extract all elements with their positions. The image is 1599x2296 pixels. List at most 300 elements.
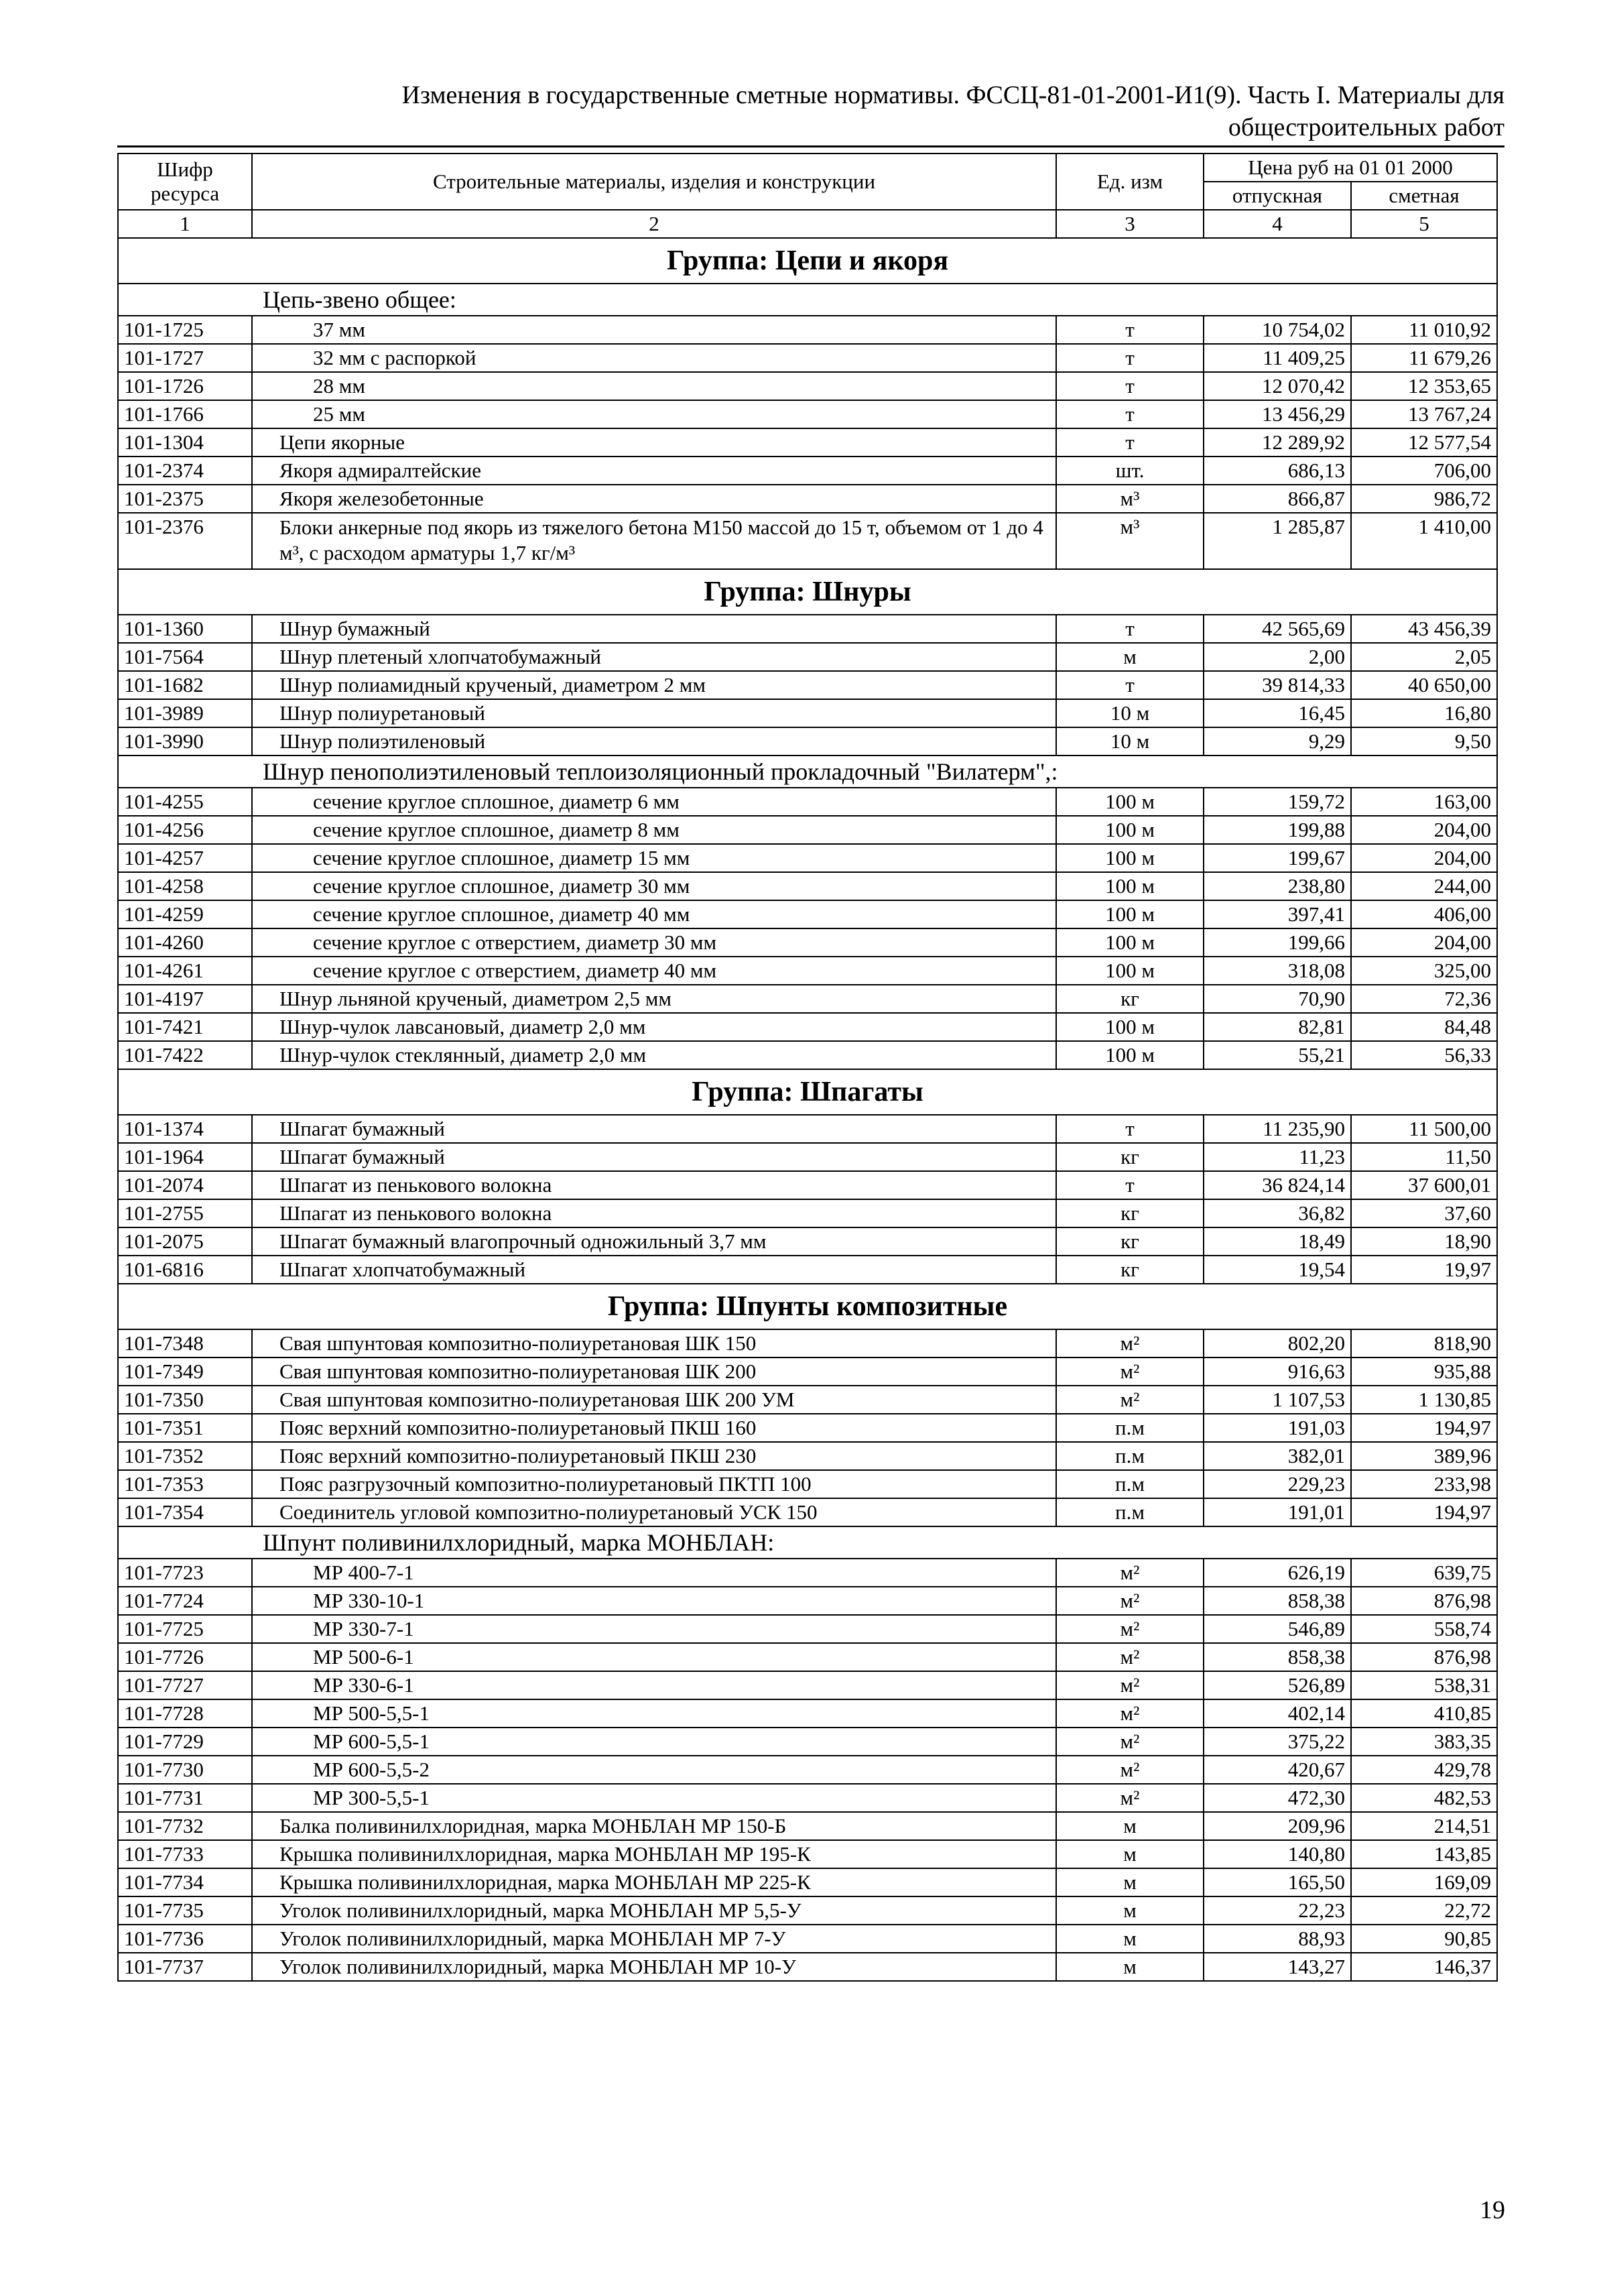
page-header <box>117 79 1505 143</box>
price-estimate-cell: 818,90 <box>1351 1329 1497 1357</box>
price-sale-cell: 39 814,33 <box>1204 671 1351 699</box>
price-table <box>117 153 1498 1982</box>
material-name: МР 600-5,5-1 <box>252 1728 1056 1756</box>
unit-cell: т <box>1056 372 1204 400</box>
col-header-code: Шифр ресурса <box>118 154 252 210</box>
material-name: МР 500-5,5-1 <box>252 1699 1056 1728</box>
table-row <box>118 513 1497 569</box>
resource-code: 101-2755 <box>118 1199 252 1227</box>
col-number: 3 <box>1056 210 1204 238</box>
price-estimate-cell: 16,80 <box>1351 699 1497 727</box>
col-number: 1 <box>118 210 252 238</box>
table-row <box>118 485 1497 513</box>
group-heading-row <box>118 1284 1497 1329</box>
table-row <box>118 1041 1497 1069</box>
material-name: Пояс разгрузочный композитно-полиуретановый ПКТП 100 <box>252 1470 1056 1498</box>
table-row <box>118 1953 1497 1981</box>
resource-code: 101-1374 <box>118 1115 252 1143</box>
material-name: Шнур полиамидный крученый, диаметром 2 мм <box>252 671 1056 699</box>
material-name: Шнур полиэтиленовый <box>252 727 1056 756</box>
price-estimate-cell: 11,50 <box>1351 1143 1497 1171</box>
price-estimate-cell: 40 650,00 <box>1351 671 1497 699</box>
material-name: Свая шпунтовая композитно-полиуретановая ШК 200 <box>252 1357 1056 1386</box>
group-heading-row <box>118 1069 1497 1115</box>
price-sale-cell: 238,80 <box>1204 872 1351 900</box>
price-sale-cell: 16,45 <box>1204 699 1351 727</box>
resource-code: 101-4256 <box>118 816 252 844</box>
table-row <box>118 1925 1497 1953</box>
table-row <box>118 1256 1497 1284</box>
material-name: МР 400-7-1 <box>252 1559 1056 1587</box>
price-estimate-cell: 204,00 <box>1351 816 1497 844</box>
resource-code: 101-1766 <box>118 400 252 428</box>
price-sale-cell: 13 456,29 <box>1204 400 1351 428</box>
resource-code: 101-7348 <box>118 1329 252 1357</box>
price-sale-cell: 55,21 <box>1204 1041 1351 1069</box>
price-estimate-cell: 9,50 <box>1351 727 1497 756</box>
table-row <box>118 1470 1497 1498</box>
table-row <box>118 1414 1497 1442</box>
table-row <box>118 643 1497 671</box>
unit-cell: п.м <box>1056 1442 1204 1470</box>
resource-code: 101-7730 <box>118 1756 252 1784</box>
table-row <box>118 957 1497 985</box>
unit-cell: 100 м <box>1056 1041 1204 1069</box>
price-sale-cell: 11 409,25 <box>1204 344 1351 372</box>
unit-cell: 100 м <box>1056 788 1204 816</box>
price-sale-cell: 546,89 <box>1204 1615 1351 1643</box>
price-estimate-cell: 389,96 <box>1351 1442 1497 1470</box>
material-name: Шпагат из пенькового волокна <box>252 1199 1056 1227</box>
price-sale-cell: 866,87 <box>1204 485 1351 513</box>
unit-cell: шт. <box>1056 457 1204 485</box>
table-row <box>118 1227 1497 1256</box>
price-sale-cell: 1 285,87 <box>1204 513 1351 569</box>
price-estimate-cell: 325,00 <box>1351 957 1497 985</box>
price-sale-cell: 802,20 <box>1204 1329 1351 1357</box>
price-estimate-cell: 2,05 <box>1351 643 1497 671</box>
unit-cell: кг <box>1056 1256 1204 1284</box>
price-sale-cell: 10 754,02 <box>1204 316 1351 344</box>
price-estimate-cell: 233,98 <box>1351 1470 1497 1498</box>
unit-cell: 100 м <box>1056 928 1204 957</box>
table-row <box>118 727 1497 756</box>
resource-code: 101-7727 <box>118 1671 252 1699</box>
group-heading: Группа: Цепи и якоря <box>118 238 1497 284</box>
price-estimate-cell: 12 353,65 <box>1351 372 1497 400</box>
unit-cell: м <box>1056 1953 1204 1981</box>
price-sale-cell: 526,89 <box>1204 1671 1351 1699</box>
unit-cell: 10 м <box>1056 699 1204 727</box>
material-name: Соединитель угловой композитно-полиуретановый УСК 150 <box>252 1498 1056 1526</box>
resource-code: 101-2075 <box>118 1227 252 1256</box>
material-name: Шпагат бумажный влагопрочный одножильный 3,7 мм <box>252 1227 1056 1256</box>
resource-code: 101-7354 <box>118 1498 252 1526</box>
price-sale-cell: 397,41 <box>1204 900 1351 928</box>
material-name: сечение круглое сплошное, диаметр 6 мм <box>252 788 1056 816</box>
price-sale-cell: 318,08 <box>1204 957 1351 985</box>
price-sale-cell: 11,23 <box>1204 1143 1351 1171</box>
col-number: 2 <box>252 210 1056 238</box>
table-row <box>118 816 1497 844</box>
price-estimate-cell: 244,00 <box>1351 872 1497 900</box>
unit-cell: 100 м <box>1056 816 1204 844</box>
price-sale-cell: 11 235,90 <box>1204 1115 1351 1143</box>
price-sale-cell: 1 107,53 <box>1204 1386 1351 1414</box>
resource-code: 101-7564 <box>118 643 252 671</box>
page-number: 19 <box>1480 2196 1505 2224</box>
unit-cell: м² <box>1056 1615 1204 1643</box>
table-row <box>118 615 1497 643</box>
price-estimate-cell: 56,33 <box>1351 1041 1497 1069</box>
price-estimate-cell: 1 130,85 <box>1351 1386 1497 1414</box>
resource-code: 101-7421 <box>118 1013 252 1041</box>
resource-code: 101-1725 <box>118 316 252 344</box>
price-estimate-cell: 12 577,54 <box>1351 428 1497 457</box>
material-name: Шнур бумажный <box>252 615 1056 643</box>
unit-cell: т <box>1056 615 1204 643</box>
subgroup-heading: Шпунт поливинилхлоридный, марка МОНБЛАН: <box>118 1526 1497 1559</box>
resource-code: 101-7733 <box>118 1840 252 1868</box>
unit-cell: п.м <box>1056 1414 1204 1442</box>
unit-cell: т <box>1056 428 1204 457</box>
material-name: сечение круглое с отверстием, диаметр 30 мм <box>252 928 1056 957</box>
table-row <box>118 1615 1497 1643</box>
unit-cell: т <box>1056 400 1204 428</box>
material-name: Шпагат хлопчатобумажный <box>252 1256 1056 1284</box>
resource-code: 101-7350 <box>118 1386 252 1414</box>
price-estimate-cell: 214,51 <box>1351 1812 1497 1840</box>
price-estimate-cell: 383,35 <box>1351 1728 1497 1756</box>
unit-cell: кг <box>1056 985 1204 1013</box>
unit-cell: м <box>1056 643 1204 671</box>
resource-code: 101-4197 <box>118 985 252 1013</box>
price-estimate-cell: 169,09 <box>1351 1868 1497 1896</box>
resource-code: 101-1360 <box>118 615 252 643</box>
unit-cell: м <box>1056 1812 1204 1840</box>
price-estimate-cell: 482,53 <box>1351 1784 1497 1812</box>
col-number: 5 <box>1351 210 1497 238</box>
material-name: Пояс верхний композитно-полиуретановый ПКШ 230 <box>252 1442 1056 1470</box>
table-row <box>118 344 1497 372</box>
resource-code: 101-7422 <box>118 1041 252 1069</box>
resource-code: 101-7734 <box>118 1868 252 1896</box>
table-row <box>118 1559 1497 1587</box>
resource-code: 101-2374 <box>118 457 252 485</box>
table-row <box>118 1143 1497 1171</box>
col-header-price: Цена руб на 01 01 2000 <box>1204 154 1497 182</box>
price-sale-cell: 626,19 <box>1204 1559 1351 1587</box>
header-rule <box>117 145 1505 147</box>
material-name: Шнур полиуретановый <box>252 699 1056 727</box>
table-header-row <box>118 154 1497 182</box>
material-name: Шнур льняной крученый, диаметром 2,5 мм <box>252 985 1056 1013</box>
unit-cell: 100 м <box>1056 900 1204 928</box>
unit-cell: п.м <box>1056 1470 1204 1498</box>
material-name: МР 330-7-1 <box>252 1615 1056 1643</box>
price-sale-cell: 199,88 <box>1204 816 1351 844</box>
resource-code: 101-3989 <box>118 699 252 727</box>
unit-cell: 100 м <box>1056 957 1204 985</box>
unit-cell: т <box>1056 1171 1204 1199</box>
price-estimate-cell: 538,31 <box>1351 1671 1497 1699</box>
price-sale-cell: 12 289,92 <box>1204 428 1351 457</box>
resource-code: 101-3990 <box>118 727 252 756</box>
resource-code: 101-7351 <box>118 1414 252 1442</box>
unit-cell: м² <box>1056 1587 1204 1615</box>
price-estimate-cell: 986,72 <box>1351 485 1497 513</box>
column-number-row <box>118 210 1497 238</box>
table-row <box>118 1840 1497 1868</box>
table-row <box>118 1756 1497 1784</box>
resource-code: 101-7729 <box>118 1728 252 1756</box>
header-line-2: общестроительных работ <box>1228 113 1505 141</box>
unit-cell: т <box>1056 671 1204 699</box>
table-row <box>118 1812 1497 1840</box>
resource-code: 101-7723 <box>118 1559 252 1587</box>
unit-cell: кг <box>1056 1227 1204 1256</box>
price-sale-cell: 199,67 <box>1204 844 1351 872</box>
material-name: Шнур плетеный хлопчатобумажный <box>252 643 1056 671</box>
material-name: Свая шпунтовая композитно-полиуретановая ШК 200 УМ <box>252 1386 1056 1414</box>
unit-cell: кг <box>1056 1143 1204 1171</box>
price-estimate-cell: 406,00 <box>1351 900 1497 928</box>
table-row <box>118 1868 1497 1896</box>
price-estimate-cell: 72,36 <box>1351 985 1497 1013</box>
material-name: Якоря железобетонные <box>252 485 1056 513</box>
subgroup-heading-row <box>118 1526 1497 1559</box>
group-heading-row <box>118 569 1497 615</box>
resource-code: 101-7735 <box>118 1896 252 1925</box>
table-row <box>118 699 1497 727</box>
material-name: Цепи якорные <box>252 428 1056 457</box>
table-row <box>118 400 1497 428</box>
resource-code: 101-4257 <box>118 844 252 872</box>
unit-cell: м <box>1056 1896 1204 1925</box>
material-name: Крышка поливинилхлоридная, марка МОНБЛАН МР 195-К <box>252 1840 1056 1868</box>
resource-code: 101-6816 <box>118 1256 252 1284</box>
unit-cell: м³ <box>1056 485 1204 513</box>
unit-cell: т <box>1056 344 1204 372</box>
price-sale-cell: 420,67 <box>1204 1756 1351 1784</box>
price-estimate-cell: 84,48 <box>1351 1013 1497 1041</box>
material-name: МР 500-6-1 <box>252 1643 1056 1671</box>
table-row <box>118 1115 1497 1143</box>
material-name: сечение круглое сплошное, диаметр 8 мм <box>252 816 1056 844</box>
unit-cell: м <box>1056 1868 1204 1896</box>
price-estimate-cell: 163,00 <box>1351 788 1497 816</box>
price-sale-cell: 858,38 <box>1204 1643 1351 1671</box>
resource-code: 101-7353 <box>118 1470 252 1498</box>
price-estimate-cell: 204,00 <box>1351 844 1497 872</box>
material-name: 28 мм <box>252 372 1056 400</box>
price-sale-cell: 402,14 <box>1204 1699 1351 1728</box>
table-row <box>118 1784 1497 1812</box>
table-row <box>118 372 1497 400</box>
material-name: 25 мм <box>252 400 1056 428</box>
resource-code: 101-4259 <box>118 900 252 928</box>
material-name: МР 330-6-1 <box>252 1671 1056 1699</box>
unit-cell: т <box>1056 1115 1204 1143</box>
price-sale-cell: 858,38 <box>1204 1587 1351 1615</box>
table-row <box>118 1013 1497 1041</box>
table-row <box>118 985 1497 1013</box>
price-estimate-cell: 90,85 <box>1351 1925 1497 1953</box>
unit-cell: м² <box>1056 1386 1204 1414</box>
subgroup-heading: Цепь-звено общее: <box>118 284 1497 316</box>
material-name: Шпагат из пенькового волокна <box>252 1171 1056 1199</box>
material-name: Блоки анкерные под якорь из тяжелого бетона М150 массой до 15 т, объемом от 1 до 4 м³, с расходом арматуры 1,7 кг/м³ <box>252 513 1056 569</box>
unit-cell: м² <box>1056 1357 1204 1386</box>
header-line-1: Изменения в государственные сметные нормативы. ФССЦ-81-01-2001-И1(9). Часть I. Материалы для <box>401 81 1505 109</box>
unit-cell: м <box>1056 1840 1204 1868</box>
price-estimate-cell: 22,72 <box>1351 1896 1497 1925</box>
col-header-price-sale: отпускная <box>1204 182 1351 210</box>
col-number: 4 <box>1204 210 1351 238</box>
unit-cell: 10 м <box>1056 727 1204 756</box>
price-estimate-cell: 143,85 <box>1351 1840 1497 1868</box>
material-name: сечение круглое сплошное, диаметр 30 мм <box>252 872 1056 900</box>
price-sale-cell: 36,82 <box>1204 1199 1351 1227</box>
table-row <box>118 872 1497 900</box>
unit-cell: м² <box>1056 1756 1204 1784</box>
table-row <box>118 1728 1497 1756</box>
table-row <box>118 1671 1497 1699</box>
table-row <box>118 1587 1497 1615</box>
price-sale-cell: 191,03 <box>1204 1414 1351 1442</box>
price-sale-cell: 916,63 <box>1204 1357 1351 1386</box>
material-name: МР 330-10-1 <box>252 1587 1056 1615</box>
resource-code: 101-4255 <box>118 788 252 816</box>
price-estimate-cell: 194,97 <box>1351 1414 1497 1442</box>
price-estimate-cell: 876,98 <box>1351 1643 1497 1671</box>
resource-code: 101-7725 <box>118 1615 252 1643</box>
price-estimate-cell: 194,97 <box>1351 1498 1497 1526</box>
price-estimate-cell: 146,37 <box>1351 1953 1497 1981</box>
price-estimate-cell: 37,60 <box>1351 1199 1497 1227</box>
resource-code: 101-1304 <box>118 428 252 457</box>
table-row <box>118 844 1497 872</box>
unit-cell: м² <box>1056 1559 1204 1587</box>
resource-code: 101-1964 <box>118 1143 252 1171</box>
resource-code: 101-7736 <box>118 1925 252 1953</box>
material-name: 32 мм с распоркой <box>252 344 1056 372</box>
price-estimate-cell: 19,97 <box>1351 1256 1497 1284</box>
resource-code: 101-7352 <box>118 1442 252 1470</box>
unit-cell: 100 м <box>1056 1013 1204 1041</box>
resource-code: 101-1682 <box>118 671 252 699</box>
unit-cell: м² <box>1056 1329 1204 1357</box>
col-header-price-estimate: сметная <box>1351 182 1497 210</box>
price-estimate-cell: 11 010,92 <box>1351 316 1497 344</box>
subgroup-heading-row <box>118 756 1497 788</box>
price-estimate-cell: 410,85 <box>1351 1699 1497 1728</box>
price-sale-cell: 382,01 <box>1204 1442 1351 1470</box>
price-sale-cell: 70,90 <box>1204 985 1351 1013</box>
resource-code: 101-4261 <box>118 957 252 985</box>
price-sale-cell: 165,50 <box>1204 1868 1351 1896</box>
price-estimate-cell: 37 600,01 <box>1351 1171 1497 1199</box>
price-sale-cell: 159,72 <box>1204 788 1351 816</box>
resource-code: 101-7731 <box>118 1784 252 1812</box>
resource-code: 101-7349 <box>118 1357 252 1386</box>
resource-code: 101-1727 <box>118 344 252 372</box>
material-name: сечение круглое сплошное, диаметр 40 мм <box>252 900 1056 928</box>
price-sale-cell: 36 824,14 <box>1204 1171 1351 1199</box>
group-heading: Группа: Шпунты композитные <box>118 1284 1497 1329</box>
table-row <box>118 671 1497 699</box>
subgroup-heading-row <box>118 284 1497 316</box>
material-name: Якоря адмиралтейские <box>252 457 1056 485</box>
price-estimate-cell: 876,98 <box>1351 1587 1497 1615</box>
unit-cell: м² <box>1056 1728 1204 1756</box>
material-name: Шнур-чулок стеклянный, диаметр 2,0 мм <box>252 1041 1056 1069</box>
resource-code: 101-1726 <box>118 372 252 400</box>
material-name: 37 мм <box>252 316 1056 344</box>
material-name: Пояс верхний композитно-полиуретановый ПКШ 160 <box>252 1414 1056 1442</box>
material-name: сечение круглое с отверстием, диаметр 40 мм <box>252 957 1056 985</box>
unit-cell: м <box>1056 1925 1204 1953</box>
resource-code: 101-2376 <box>118 513 252 569</box>
price-estimate-cell: 13 767,24 <box>1351 400 1497 428</box>
material-name: сечение круглое сплошное, диаметр 15 мм <box>252 844 1056 872</box>
table-row <box>118 788 1497 816</box>
material-name: Уголок поливинилхлоридный, марка МОНБЛАН МР 7-У <box>252 1925 1056 1953</box>
unit-cell: м² <box>1056 1784 1204 1812</box>
table-row <box>118 1171 1497 1199</box>
price-estimate-cell: 11 679,26 <box>1351 344 1497 372</box>
resource-code: 101-7724 <box>118 1587 252 1615</box>
price-sale-cell: 22,23 <box>1204 1896 1351 1925</box>
price-sale-cell: 19,54 <box>1204 1256 1351 1284</box>
unit-cell: м² <box>1056 1643 1204 1671</box>
price-sale-cell: 472,30 <box>1204 1784 1351 1812</box>
table-row <box>118 900 1497 928</box>
price-sale-cell: 143,27 <box>1204 1953 1351 1981</box>
unit-cell: 100 м <box>1056 872 1204 900</box>
table-row <box>118 928 1497 957</box>
material-name: Балка поливинилхлоридная, марка МОНБЛАН МР 150-Б <box>252 1812 1056 1840</box>
table-row <box>118 428 1497 457</box>
material-name: Свая шпунтовая композитно-полиуретановая ШК 150 <box>252 1329 1056 1357</box>
col-header-unit: Ед. изм <box>1056 154 1204 210</box>
material-name: МР 600-5,5-2 <box>252 1756 1056 1784</box>
price-sale-cell: 18,49 <box>1204 1227 1351 1256</box>
table-row <box>118 1329 1497 1357</box>
group-heading: Группа: Шнуры <box>118 569 1497 615</box>
resource-code: 101-7737 <box>118 1953 252 1981</box>
table-row <box>118 1896 1497 1925</box>
resource-code: 101-4258 <box>118 872 252 900</box>
group-heading-row <box>118 238 1497 284</box>
table-row <box>118 1498 1497 1526</box>
material-name: Уголок поливинилхлоридный, марка МОНБЛАН МР 10-У <box>252 1953 1056 1981</box>
resource-code: 101-7726 <box>118 1643 252 1671</box>
material-name: Крышка поливинилхлоридная, марка МОНБЛАН МР 225-К <box>252 1868 1056 1896</box>
table-row <box>118 457 1497 485</box>
price-sale-cell: 9,29 <box>1204 727 1351 756</box>
material-name: МР 300-5,5-1 <box>252 1784 1056 1812</box>
price-sale-cell: 82,81 <box>1204 1013 1351 1041</box>
table-row <box>118 1199 1497 1227</box>
resource-code: 101-2375 <box>118 485 252 513</box>
price-sale-cell: 2,00 <box>1204 643 1351 671</box>
group-heading: Группа: Шпагаты <box>118 1069 1497 1115</box>
material-name: Шпагат бумажный <box>252 1143 1056 1171</box>
price-sale-cell: 229,23 <box>1204 1470 1351 1498</box>
unit-cell: м² <box>1056 1699 1204 1728</box>
table-row <box>118 1643 1497 1671</box>
